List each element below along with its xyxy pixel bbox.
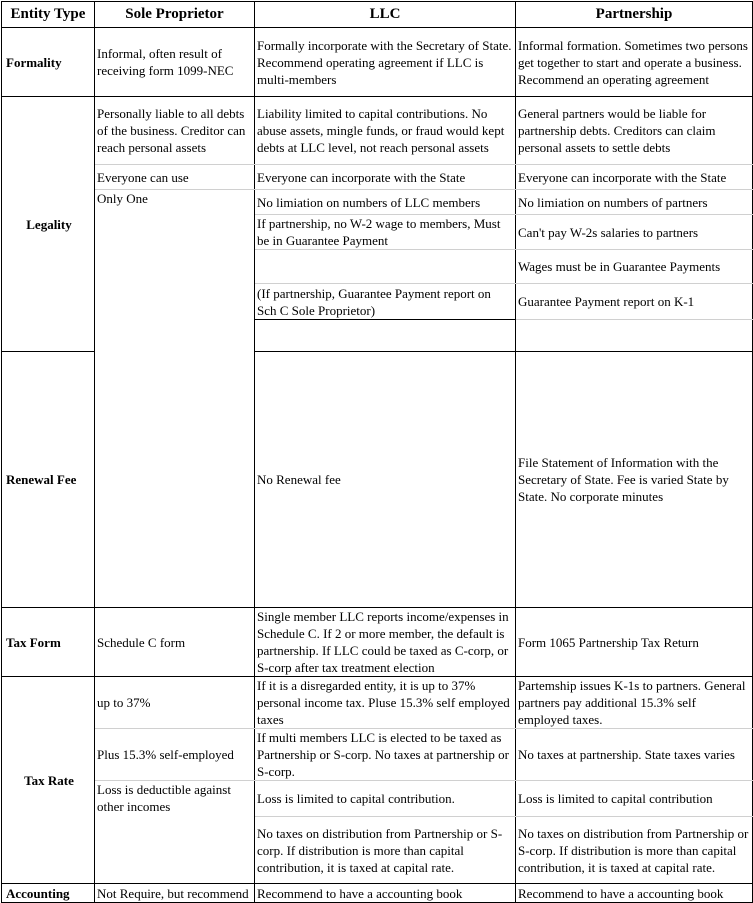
legality-row bbox=[2, 165, 753, 190]
legality-partnership: Can't pay W-2s salaries to partners bbox=[516, 215, 753, 250]
legality-partnership bbox=[516, 320, 753, 352]
formality-partnership: Informal formation. Sometimes two persons get together to start and operate a business. Recommend an operating agreement bbox=[516, 28, 753, 97]
header-entity-type: Entity Type bbox=[2, 2, 95, 28]
legality-llc: Liability limited to capital contributions. No abuse assets, mingle funds, or fraud would kept debts at LLC level, not reach personal assets bbox=[255, 97, 516, 165]
formality-llc: Formally incorporate with the Secretary of State. Recommend operating agreement if LLC is multi-members bbox=[255, 28, 516, 97]
tax-rate-sole: up to 37% bbox=[95, 677, 255, 729]
formality-row bbox=[2, 28, 753, 97]
tax-rate-sole: Loss is deductible against other incomes bbox=[95, 781, 255, 884]
legality-partnership: Guarantee Payment report on K-1 bbox=[516, 284, 753, 320]
accounting-llc: Recommend to have a accounting book bbox=[255, 884, 516, 903]
tax-form-label: Tax Form bbox=[2, 608, 95, 677]
renewal-fee-sole: No Renewal fee bbox=[255, 352, 516, 608]
legality-llc: (If partnership, Guarantee Payment report on Sch C Sole Proprietor) bbox=[255, 284, 516, 320]
legality-partnership: General partners would be liable for partnership debts. Creditors can claim personal assets to settle debts bbox=[516, 97, 753, 165]
tax-form-partnership: Form 1065 Partnership Tax Return bbox=[516, 608, 753, 677]
tax-rate-label: Tax Rate bbox=[2, 677, 95, 884]
renewal-fee-llc: File Statement of Information with the Secretary of State. Fee is varied State by State. No corporate minutes bbox=[516, 352, 753, 608]
tax-rate-row bbox=[2, 677, 753, 729]
legality-row bbox=[2, 190, 753, 215]
tax-rate-llc: If it is a disregarded entity, it is up to 37% personal income tax. Pluse 15.3% self employed taxes bbox=[255, 677, 516, 729]
renewal-fee-label: Renewal Fee bbox=[2, 352, 95, 608]
tax-rate-row bbox=[2, 781, 753, 817]
accounting-label: Accounting bbox=[2, 884, 95, 903]
tax-rate-partnership: Loss is limited to capital contribution bbox=[516, 781, 753, 817]
legality-sole: Only One bbox=[95, 190, 255, 608]
header-row bbox=[2, 2, 753, 28]
accounting-partnership: Recommend to have a accounting book bbox=[516, 884, 753, 903]
legality-llc bbox=[255, 250, 516, 284]
formality-label: Formality bbox=[2, 28, 95, 97]
entity-comparison-table bbox=[1, 1, 753, 903]
tax-rate-partnership: Partemship issues K-1s to partners. General partners pay additional 15.3% self employed taxes. bbox=[516, 677, 753, 729]
header-sole-proprietor: Sole Proprietor bbox=[95, 2, 255, 28]
legality-partnership: Everyone can incorporate with the State bbox=[516, 165, 753, 190]
legality-sole: Everyone can use bbox=[95, 165, 255, 190]
legality-llc: No limiation on numbers of LLC members bbox=[255, 190, 516, 215]
tax-form-llc: Single member LLC reports income/expenses in Schedule C. If 2 or more member, the default is partnership. If LLC could be taxed as C-corp, or S-corp after tax treatment election bbox=[255, 608, 516, 677]
legality-partnership: No limiation on numbers of partners bbox=[516, 190, 753, 215]
formality-sole: Informal, often result of receiving form 1099-NEC bbox=[95, 28, 255, 97]
accounting-row bbox=[2, 884, 753, 903]
tax-rate-row bbox=[2, 729, 753, 781]
tax-rate-partnership: No taxes on distribution from Partnership or S-corp. If distribution is more than capital contribution, it is taxed at capital rate. bbox=[516, 817, 753, 884]
tax-form-row bbox=[2, 608, 753, 677]
legality-partnership: Wages must be in Guarantee Payments bbox=[516, 250, 753, 284]
header-partnership: Partnership bbox=[516, 2, 753, 28]
legality-row bbox=[2, 97, 753, 165]
accounting-sole: Not Require, but recommend bbox=[95, 884, 255, 903]
legality-llc: If partnership, no W-2 wage to members, Must be in Guarantee Payment bbox=[255, 215, 516, 250]
tax-rate-llc: Loss is limited to capital contribution. bbox=[255, 781, 516, 817]
tax-rate-llc: If multi members LLC is elected to be taxed as Partnership or S-corp. No taxes at partnership or S-corp. bbox=[255, 729, 516, 781]
tax-rate-sole: Plus 15.3% self-employed bbox=[95, 729, 255, 781]
legality-sole: Personally liable to all debts of the business. Creditor can reach personal assets bbox=[95, 97, 255, 165]
tax-form-sole: Schedule C form bbox=[95, 608, 255, 677]
legality-llc bbox=[255, 320, 516, 352]
header-llc: LLC bbox=[255, 2, 516, 28]
legality-label: Legality bbox=[2, 97, 95, 352]
tax-rate-llc: No taxes on distribution from Partnership or S-corp. If distribution is more than capital contribution, it is taxed at capital rate. bbox=[255, 817, 516, 884]
legality-llc: Everyone can incorporate with the State bbox=[255, 165, 516, 190]
tax-rate-partnership: No taxes at partnership. State taxes varies bbox=[516, 729, 753, 781]
